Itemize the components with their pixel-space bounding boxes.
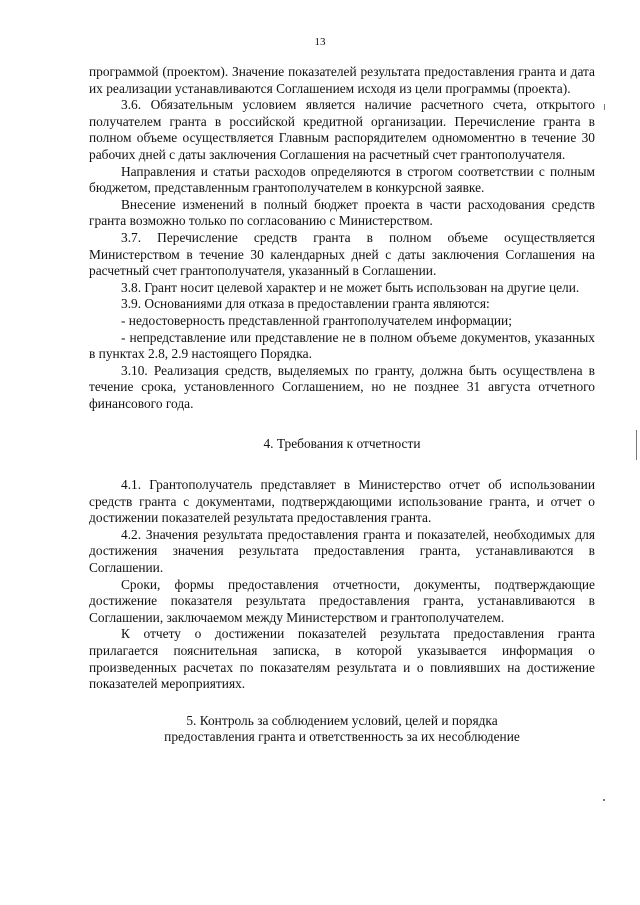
scan-mark: [604, 104, 605, 110]
page-number: 13: [314, 36, 326, 48]
paragraph-3-10: 3.10. Реализация средств, выделяемых по гранту, должна быть осуществлена в течение срока, установленного Соглашением, но не позднее 31 августа отчетного финансового года.: [89, 362, 595, 411]
list-item-refusal-1: - недостоверность представленной грантополучателем информации;: [121, 312, 512, 328]
paragraph-4-1: 4.1. Грантополучатель представляет в Министерство отчет об использовании средств гранта с документами, подтверждающими использование гранта, и отчет о достижении показателей результата предоставления гранта.: [89, 477, 595, 526]
paragraph-budget-changes: Внесение изменений в полный бюджет проекта в части расходования средств гранта возможно только по согласованию с Министерством.: [89, 196, 595, 229]
paragraph-3-7: 3.7. Перечисление средств гранта в полном объеме осуществляется Министерством в течение 30 календарных дней с даты заключения Соглашения на расчетный счет грантополучателя, указанный в Соглашении.: [89, 229, 595, 279]
section-5-heading-line2: предоставления гранта и ответственность за их несоблюдение: [164, 729, 520, 745]
paragraph-expense-directions: Направления и статьи расходов определяются в строгом соответствии с полным бюджетом, представленным грантополучателем в конкурсной заявке.: [89, 163, 595, 196]
section-4-heading: 4. Требования к отчетности: [263, 436, 421, 452]
document-body: [89, 64, 595, 746]
paragraph-explanatory-note: К отчету о достижении показателей результата предоставления гранта прилагается пояснительная записка, в которой указывается информация о произведенных расчетах по показателям результата и о повлиявших на достижение показателей мероприятиях.: [89, 626, 595, 692]
paragraph-3-9: 3.9. Основаниями для отказа в предоставлении гранта являются:: [121, 296, 490, 312]
paragraph-3-8: 3.8. Грант носит целевой характер и не может быть использован на другие цели.: [121, 279, 580, 295]
paragraph-4-2: 4.2. Значения результата предоставления гранта и показателей, необходимых для достижения значения результата предоставления гранта, устанавливаются в Соглашении.: [89, 526, 595, 576]
paragraph-reporting-terms: Сроки, формы предоставления отчетности, документы, подтверждающие достижение показателя результата предоставления гранта, устанавливаются в Соглашении, заключаемом между Министерством и грантополучателем.: [89, 576, 595, 625]
list-item-refusal-2: - непредставление или представление не в полном объеме документов, указанных в пунктах 2.8, 2.9 настоящего Порядка.: [89, 329, 595, 362]
scan-mark: [603, 799, 605, 801]
paragraph-3-6: 3.6. Обязательным условием является наличие расчетного счета, открытого получателем гранта в российской кредитной организации. Перечисление гранта в полном объеме осуществляется Главным распорядителем одномоментно в течение 30 рабочих дней с даты заключения Соглашения на расчетный счет грантополучателя.: [89, 97, 595, 162]
scan-mark: [636, 430, 637, 460]
paragraph-continuation: программой (проектом). Значение показателей результата предоставления гранта и дата их реализации устанавливаются Соглашением исходя из цели программы (проекта).: [89, 64, 595, 96]
section-5-heading-line1: 5. Контроль за соблюдением условий, целей и порядка: [186, 712, 498, 728]
